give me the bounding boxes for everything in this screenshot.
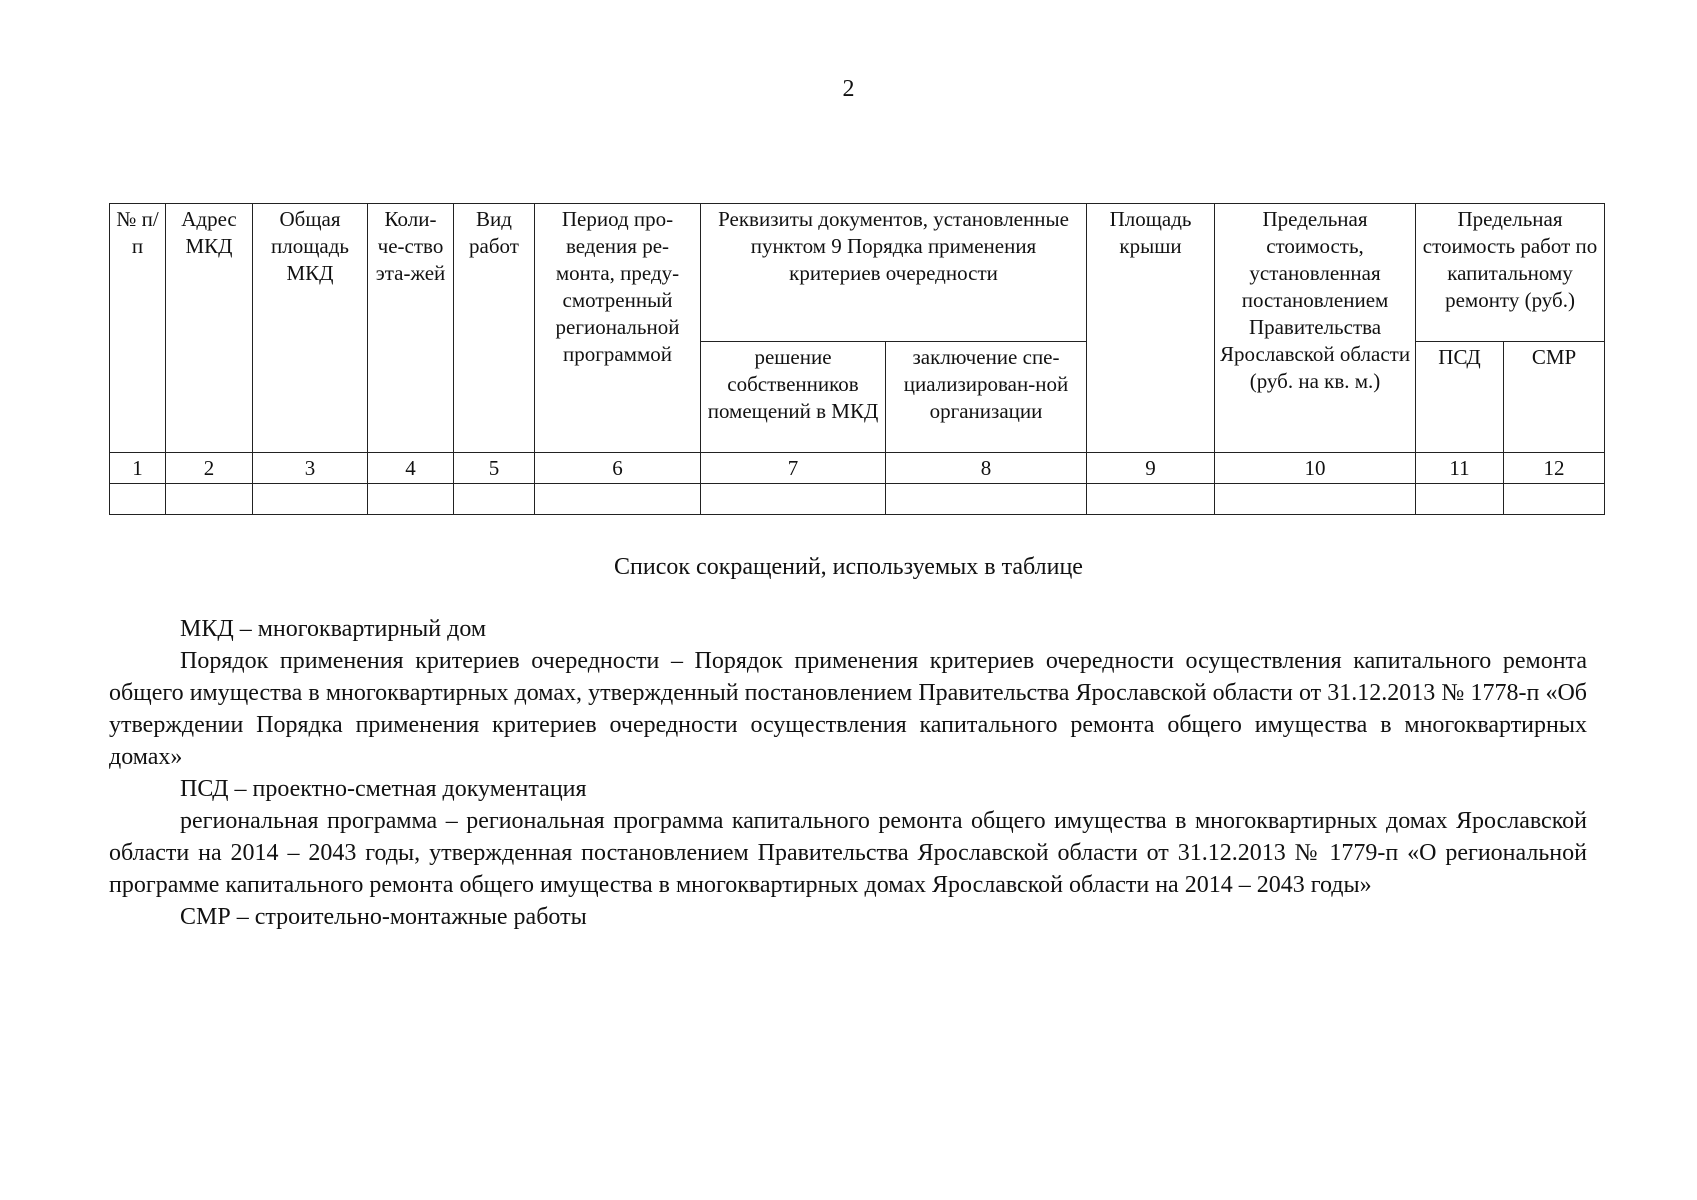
abbreviations-list	[109, 613, 1587, 933]
header-address: Адрес МКД	[166, 204, 253, 453]
column-number: 12	[1504, 453, 1605, 484]
table-cell	[454, 484, 535, 515]
column-number: 7	[701, 453, 886, 484]
abbreviation-item: региональная программа – региональная программа капитального ремонта общего имущества в многоквартирных домах Ярославской области на 2014 – 2043 годы, утвержденная постановлением Правительства Ярославской области от 31.12.2013 № 1779-п «О региональной программе капитального ремонта общего имущества в многоквартирных домах Ярославской области на 2014 – 2043 годы»	[109, 808, 1587, 898]
column-number: 2	[166, 453, 253, 484]
header-work-type: Вид работ	[454, 204, 535, 453]
column-number: 1	[110, 453, 166, 484]
header-docs-owners: решение собственников помещений в МКД	[701, 342, 886, 453]
column-number: 4	[368, 453, 454, 484]
header-num: № п/п	[110, 204, 166, 453]
table-cell	[1504, 484, 1605, 515]
table-row-empty	[110, 484, 1605, 515]
column-number: 11	[1416, 453, 1504, 484]
abbreviations-title: Список сокращений, используемых в таблице	[614, 554, 1083, 580]
column-number-row	[110, 453, 1605, 484]
page-number: 2	[842, 76, 855, 102]
header-smr: СМР	[1504, 342, 1605, 453]
repair-table	[109, 203, 1605, 515]
header-docs-org: заключение спе-циализирован-ной организации	[886, 342, 1087, 453]
table-cell	[701, 484, 886, 515]
abbreviation-item: ПСД – проектно-сметная документация	[180, 776, 587, 802]
abbreviation-item: МКД – многоквартирный дом	[180, 616, 487, 642]
table-cell	[1416, 484, 1504, 515]
table-cell	[166, 484, 253, 515]
header-limit-cost: Предельная стоимость, установленная постановлением Правительства Ярославской области (руб. на кв. м.)	[1215, 204, 1416, 453]
table-header-row-1	[110, 204, 1605, 342]
header-roof-area: Площадь крыши	[1087, 204, 1215, 453]
header-limit-cost-works: Предельная стоимость работ по капитальному ремонту (руб.)	[1416, 204, 1605, 342]
abbreviation-item: Порядок применения критериев очередности – Порядок применения критериев очередности осуществления капитального ремонта общего имущества в многоквартирных домах, утвержденный постановлением Правительства Ярославской области от 31.12.2013 № 1778-п «Об утверждении Порядка применения критериев очередности осуществления капитального ремонта общего имущества в многоквартирных домах»	[109, 648, 1587, 770]
column-number: 3	[253, 453, 368, 484]
column-number: 8	[886, 453, 1087, 484]
header-floors: Коли-че-ство эта-жей	[368, 204, 454, 453]
table-cell	[1215, 484, 1416, 515]
abbreviation-item: СМР – строительно-монтажные работы	[180, 904, 587, 930]
table-cell	[253, 484, 368, 515]
table-cell	[1087, 484, 1215, 515]
header-area: Общая площадь МКД	[253, 204, 368, 453]
column-number: 5	[454, 453, 535, 484]
table-cell	[535, 484, 701, 515]
header-docs: Реквизиты документов, установленные пунктом 9 Порядка применения критериев очередности	[701, 204, 1087, 342]
table-cell	[368, 484, 454, 515]
table-cell	[886, 484, 1087, 515]
column-number: 10	[1215, 453, 1416, 484]
column-number: 6	[535, 453, 701, 484]
header-psd: ПСД	[1416, 342, 1504, 453]
table-cell	[110, 484, 166, 515]
column-number: 9	[1087, 453, 1215, 484]
header-period: Период про-ведения ре-монта, преду-смотренный региональной программой	[535, 204, 701, 453]
